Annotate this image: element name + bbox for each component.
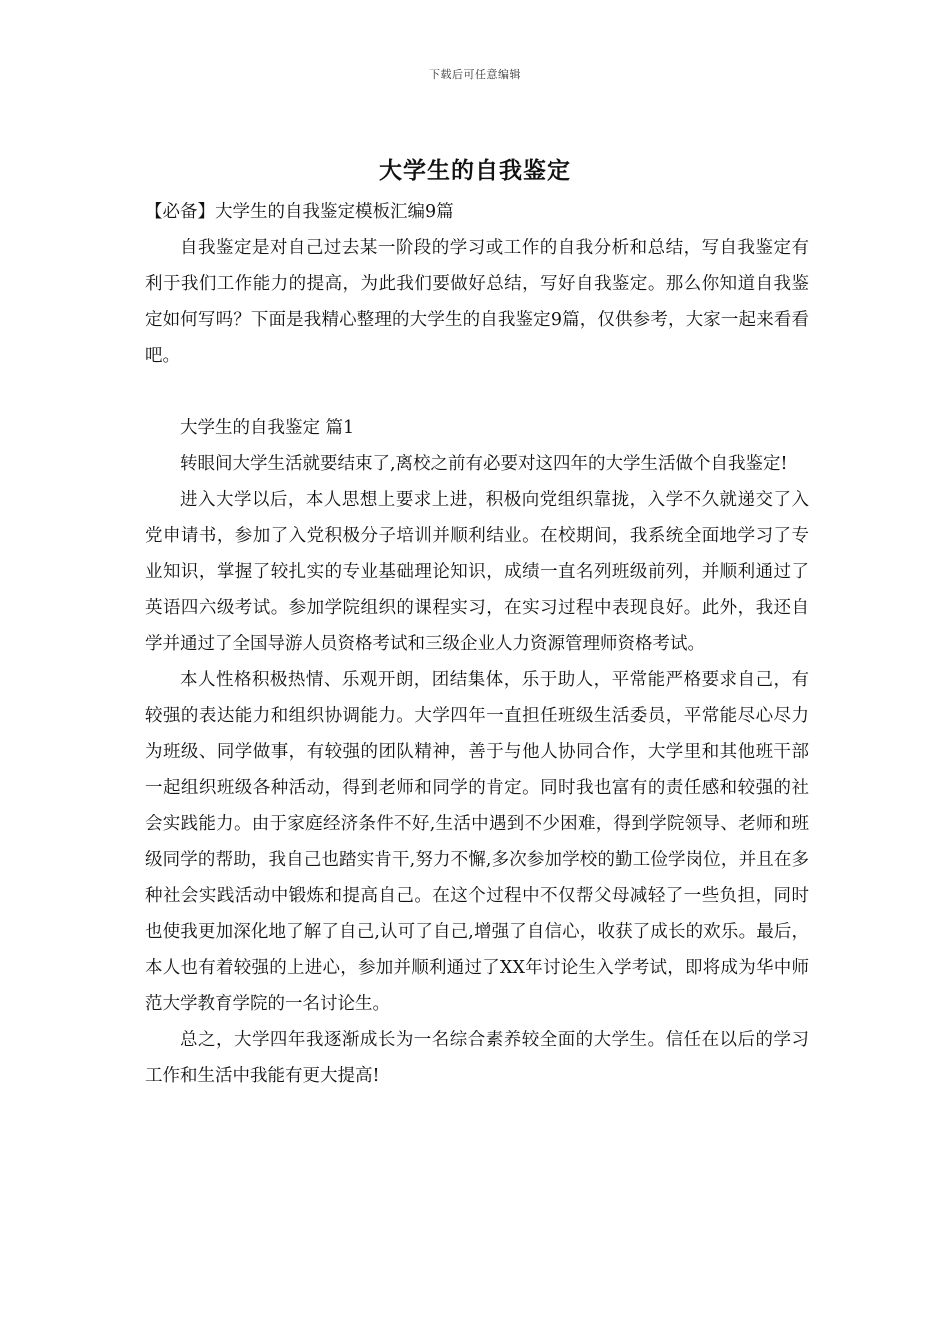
section-heading: 大学生的自我鉴定 篇1 — [180, 418, 355, 438]
document-subtitle: 【必备】大学生的自我鉴定模板汇编9篇 — [145, 202, 454, 222]
section-spacer — [145, 374, 809, 410]
body-paragraph: 本人性格积极热情、乐观开朗，团结集体，乐于助人，平常能严格要求自己，有较强的表达能力和组织协调能力。大学四年一直担任班级生活委员，平常能尽心尽力为班级、同学做事，有较强的团队精神，善于与他人协同合作，大学里和其他班干部一起组织班级各种活动，得到老师和同学的肯定。同时我也富有的责任感和较强的社会实践能力。由于家庭经济条件不好,生活中遇到不少困难，得到学院领导、老师和班级同学的帮助，我自己也踏实肯干,努力不懈,多次参加学校的勤工俭学岗位，并且在多种社会实践活动中锻炼和提高自己。在这个过程中不仅帮父母减轻了一些负担，同时也使我更加深化地了解了自己,认可了自己,增强了自信心，收获了成长的欢乐。最后，本人也有着较强的上进心，参加并顺利通过了XX年讨论生入学考试，即将成为华中师范大学教育学院的一名讨论生。 — [145, 670, 809, 1014]
intro-paragraph: 自我鉴定是对自己过去某一阶段的学习或工作的自我分析和总结，写自我鉴定有利于我们工作能力的提高，为此我们要做好总结，写好自我鉴定。那么你知道自我鉴定如何写吗？下面是我精心整理的大学生的自我鉴定9篇，仅供参考，大家一起来看看吧。 — [145, 238, 809, 366]
body-paragraph: 进入大学以后，本人思想上要求上进，积极向党组织靠拢，入学不久就递交了入党申请书，参加了入党积极分子培训并顺利结业。在校期间，我系统全面地学习了专业知识，掌握了较扎实的专业基础理论知识，成绩一直名列班级前列，并顺利通过了英语四六级考试。参加学院组织的课程实习，在实习过程中表现良好。此外，我还自学并通过了全国导游人员资格考试和三级企业人力资源管理师资格考试。 — [145, 490, 809, 654]
document-body — [145, 194, 809, 1094]
body-paragraph: 转眼间大学生活就要结束了,离校之前有必要对这四年的大学生活做个自我鉴定! — [180, 454, 788, 474]
document-title: 大学生的自我鉴定 — [379, 157, 571, 184]
header-note: 下载后可任意编辑 — [429, 68, 521, 81]
body-paragraph: 总之，大学四年我逐渐成长为一名综合素养较全面的大学生。信任在以后的学习工作和生活中我能有更大提高! — [145, 1030, 809, 1086]
